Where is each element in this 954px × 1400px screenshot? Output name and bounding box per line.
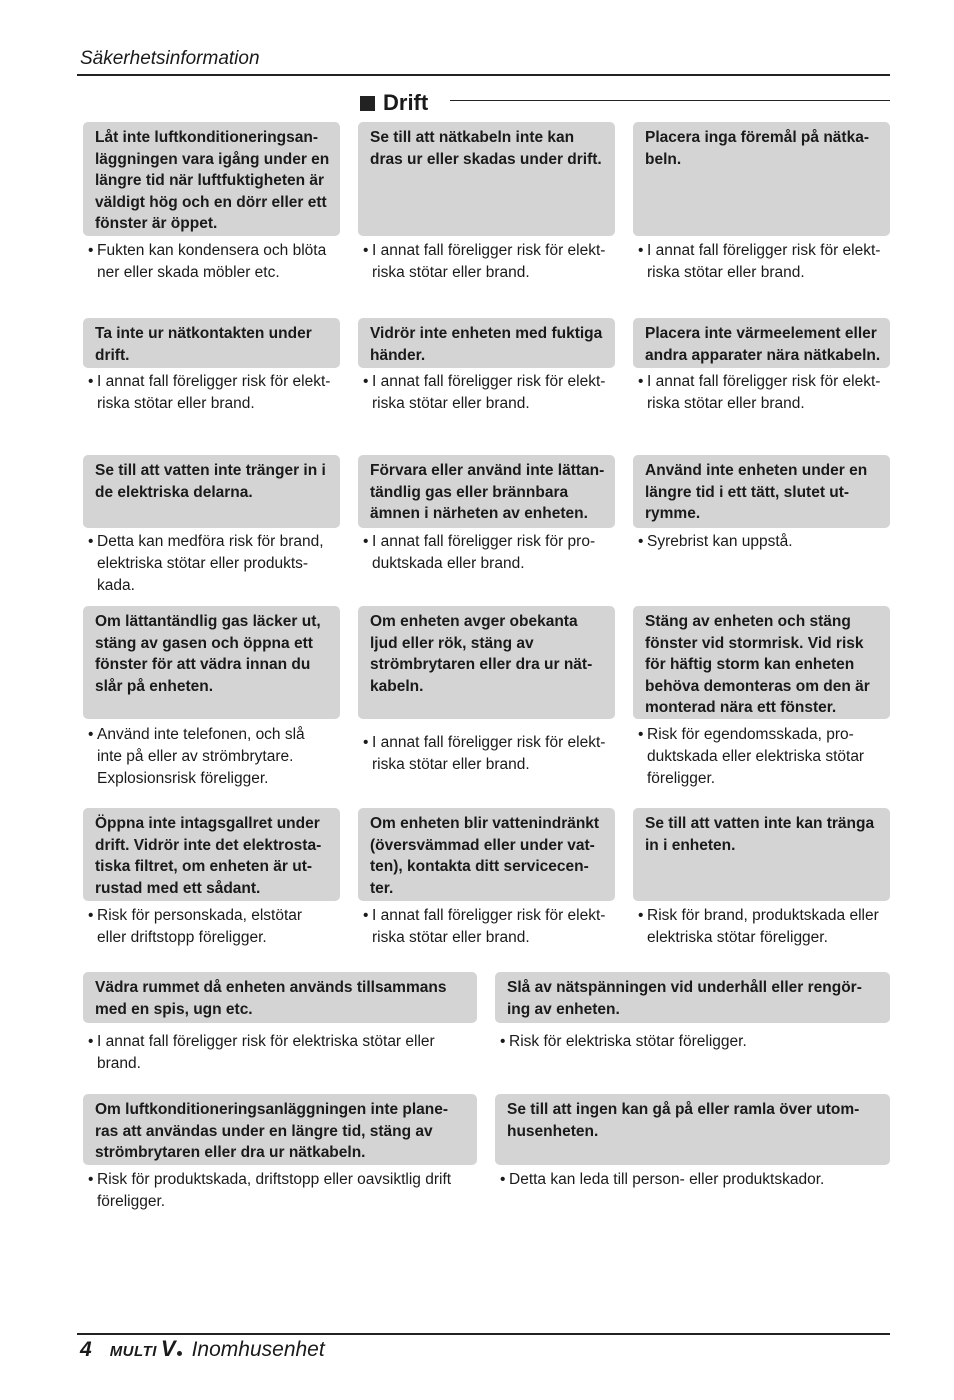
warning-box: Slå av nätspänningen vid underhåll eller rengör- ing av enheten. xyxy=(495,972,890,1023)
bullet-icon: • xyxy=(88,533,94,550)
warning-note: • I annat fall föreligger risk för elekt- riska stötar eller brand. xyxy=(363,242,606,281)
page-header-title: Säkerhetsinformation xyxy=(80,48,260,69)
warning-box: Om luftkonditioneringsanläggningen inte plane- ras att användas under en längre tid, stäng av strömbrytaren eller dra ur nätkabeln. xyxy=(83,1094,477,1165)
bullet-icon: • xyxy=(88,1033,94,1050)
warning-note: • I annat fall föreligger risk för elekt- riska stötar eller brand. xyxy=(363,373,606,412)
warning-box: Om lättantändlig gas läcker ut, stäng av gasen och öppna ett fönster för att vädra innan du slår på enheten. xyxy=(83,606,340,719)
warning-box: Låt inte luftkonditioneringsan- läggningen vara igång under en längre tid när luftfuktigheten är väldigt hög och en dörr eller ett fönster är öppet. xyxy=(83,122,340,236)
bullet-icon: • xyxy=(88,907,94,924)
warning-box: Öppna inte intagsgallret under drift. Vidrör inte det elektrosta- tiska filtret, om enheten är ut- rustad med ett sådant. xyxy=(83,808,340,901)
warning-box: Om enheten blir vattenindränkt (översvämmad eller under vat- ten), kontakta ditt servicecen- ter. xyxy=(358,808,615,901)
bullet-icon: • xyxy=(638,907,644,924)
warning-box: Se till att vatten inte kan tränga in i enheten. xyxy=(633,808,890,901)
warning-note: • I annat fall föreligger risk för pro- duktskada eller brand. xyxy=(363,533,596,572)
bullet-icon: • xyxy=(638,726,644,743)
brand-logo-word: MULTI xyxy=(109,1343,157,1360)
warning-box: Stäng av enheten och stäng fönster vid stormrisk. Vid risk för häftig storm kan enheten behöva demonteras om den är monterad nära ett fönster. xyxy=(633,606,890,719)
warning-box: Se till att nätkabeln inte kan dras ur eller skadas under drift. xyxy=(358,122,615,236)
header-divider xyxy=(77,74,890,76)
warning-box: Se till att vatten inte tränger in i de elektriska delarna. xyxy=(83,455,340,528)
warning-note: • Risk för produktskada, driftstopp eller oavsiktlig drift föreligger. xyxy=(88,1171,452,1210)
warning-box: Se till att ingen kan gå på eller ramla över utom- husenheten. xyxy=(495,1094,890,1165)
bullet-icon: • xyxy=(88,726,94,743)
bullet-icon: • xyxy=(88,1171,94,1188)
warning-note: • Detta kan leda till person- eller produktskador. xyxy=(497,1169,898,1191)
warning-note: • Detta kan medföra risk för brand, elektriska stötar eller produkts- kada. xyxy=(88,533,324,594)
bullet-icon: • xyxy=(88,373,94,390)
brand-dot-icon xyxy=(177,1351,182,1356)
warning-note: • I annat fall föreligger risk för elekt- riska stötar eller brand. xyxy=(363,907,606,946)
warning-note: • Använd inte telefonen, och slå inte på eller av strömbrytare. Explosionsrisk föreligger. xyxy=(88,726,305,787)
warning-note: • Risk för brand, produktskada eller elektriska stötar föreligger. xyxy=(638,907,879,946)
warning-box: Placera inga föremål på nätka- beln. xyxy=(633,122,890,236)
page-footer xyxy=(80,1336,325,1362)
bullet-icon: • xyxy=(500,1171,506,1188)
warning-note: • I annat fall föreligger risk för elekt- riska stötar eller brand. xyxy=(363,734,606,773)
bullet-icon: • xyxy=(500,1033,506,1050)
brand-logo xyxy=(110,1336,182,1362)
bullet-icon: • xyxy=(363,533,369,550)
warning-note: • Risk för personskada, elstötar eller driftstopp föreligger. xyxy=(88,907,303,946)
bullet-icon: • xyxy=(363,242,369,259)
section-title: Drift xyxy=(383,90,429,115)
warning-note: • I annat fall föreligger risk för elekt- riska stötar eller brand. xyxy=(638,242,881,281)
warning-note: • I annat fall föreligger risk för elekt- riska stötar eller brand. xyxy=(88,373,331,412)
section-heading xyxy=(360,90,428,116)
brand-logo-letter: V xyxy=(160,1336,176,1361)
warning-note: • Fukten kan kondensera och blöta ner eller skada möbler etc. xyxy=(88,242,327,281)
warning-note: • Syrebrist kan uppstå. xyxy=(635,531,898,553)
warning-note: • I annat fall föreligger risk för elektriska stötar eller brand. xyxy=(88,1033,435,1072)
footer-divider xyxy=(77,1333,890,1335)
footer-title: Inomhusenhet xyxy=(191,1338,325,1361)
warning-box: Placera inte värmeelement eller andra apparater nära nätkabeln. xyxy=(633,318,890,368)
warning-box: Förvara eller använd inte lättan- tändlig gas eller brännbara ämnen i närheten av enheten. xyxy=(358,455,615,528)
warning-box: Ta inte ur nätkontakten under drift. xyxy=(83,318,340,368)
bullet-icon: • xyxy=(638,373,644,390)
section-square-icon xyxy=(360,96,375,111)
bullet-icon: • xyxy=(363,373,369,390)
warning-box: Använd inte enheten under en längre tid i ett tätt, slutet ut- rymme. xyxy=(633,455,890,528)
section-divider xyxy=(450,100,890,101)
warning-box: Vidrör inte enheten med fuktiga händer. xyxy=(358,318,615,368)
warning-box: Om enheten avger obekanta ljud eller rök, stäng av strömbrytaren eller dra ur nät- kabeln. xyxy=(358,606,615,719)
warning-note: • Risk för egendomsskada, pro- duktskada eller elektriska stötar föreligger. xyxy=(638,726,865,787)
bullet-icon: • xyxy=(363,907,369,924)
bullet-icon: • xyxy=(638,242,644,259)
warning-note: • Risk för elektriska stötar föreligger. xyxy=(497,1031,898,1053)
bullet-icon: • xyxy=(638,533,644,550)
bullet-icon: • xyxy=(88,242,94,259)
bullet-icon: • xyxy=(363,734,369,751)
page-number: 4 xyxy=(80,1338,92,1361)
warning-note: • I annat fall föreligger risk för elekt- riska stötar eller brand. xyxy=(638,373,881,412)
warning-box: Vädra rummet då enheten används tillsammans med en spis, ugn etc. xyxy=(83,972,477,1023)
